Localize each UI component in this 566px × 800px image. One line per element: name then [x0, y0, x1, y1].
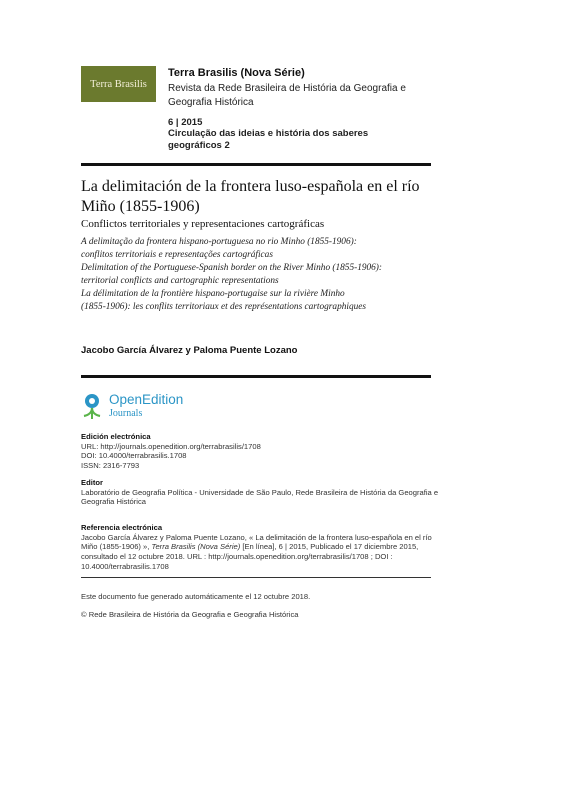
journal-logo-text: Terra Brasilis — [90, 78, 147, 90]
journal-title: Terra Brasilis (Nova Série) — [168, 67, 305, 79]
electronic-edition-url[interactable]: URL: http://journals.openedition.org/terrabrasilis/1708 — [81, 441, 261, 451]
alt-title-french: La délimitation de la frontière hispano-portugaise sur la rivière Minho (1855-1906): les conflits territoriaux et des représentations cartographiques — [81, 289, 366, 312]
reference-text-part2: [En línea], 6 | 2015, Publicado el 17 diciembre 2015, consultado el 12 octubre 2018. URL : http://journals.openedition.org/terrabrasilis/1708 ; DOI : 10.4000/terrabrasilis.1708 — [81, 542, 419, 571]
openedition-logo[interactable] — [81, 392, 221, 422]
reference-journal-name: Terra Brasilis (Nova Série) — [151, 542, 241, 552]
openedition-journals: Journals — [109, 408, 143, 419]
editor-block — [81, 478, 441, 507]
reference-text-part1: Jacobo García Álvarez y Paloma Puente Lozano, « La delimitación de la frontera luso-española en el río Miño (1855-1906) », — [81, 532, 432, 552]
copyright-note: © Rede Brasileira de História da Geografia e Geografia Histórica — [81, 610, 299, 619]
electronic-edition-heading: Edición electrónica — [81, 432, 151, 441]
editor-heading: Editor — [81, 478, 103, 487]
middle-divider — [81, 375, 431, 378]
electronic-edition-issn: ISSN: 2316-7793 — [81, 461, 140, 471]
electronic-edition-block — [81, 432, 441, 471]
bottom-divider — [81, 577, 431, 578]
alternate-titles — [81, 236, 441, 314]
reference-text — [81, 533, 441, 572]
journal-logo — [81, 66, 156, 102]
article-title: La delimitación de la frontera luso-española en el río Miño (1855-1906) — [81, 178, 420, 215]
article-authors: Jacobo García Álvarez y Paloma Puente Lozano — [81, 345, 298, 356]
electronic-edition-doi[interactable]: DOI: 10.4000/terrabrasilis.1708 — [81, 451, 187, 461]
alt-title-portuguese: A delimitação da frontera hispano-portuguesa no rio Minho (1855-1906): conflitos territoriais e representações cartográficas — [81, 237, 357, 260]
article-subtitle: Conflictos territoriales y representaciones cartográficas — [81, 218, 325, 230]
reference-block — [81, 523, 441, 572]
issue-number: 6 | 2015 — [168, 117, 203, 128]
editor-text: Laboratório de Geografia Política - Universidade de São Paulo, Rede Brasileira de História da Geografia e Geografia Histórica — [81, 487, 439, 507]
generated-note: Este documento fue generado automáticamente el 12 octubre 2018. — [81, 592, 311, 601]
reference-heading: Referencia electrónica — [81, 523, 163, 532]
top-divider — [81, 163, 431, 166]
journal-subtitle: Revista da Rede Brasileira de História da Geografia e Geografia Histórica — [168, 83, 406, 108]
alt-title-english: Delimitation of the Portuguese-Spanish border on the River Minho (1855-1906): territorial conflicts and cartographic representations — [81, 263, 382, 286]
issue-title: Circulação das ideias e história dos saberes geográficos 2 — [168, 128, 369, 151]
openedition-flower-icon — [81, 392, 103, 420]
openedition-name: OpenEdition — [109, 392, 184, 407]
